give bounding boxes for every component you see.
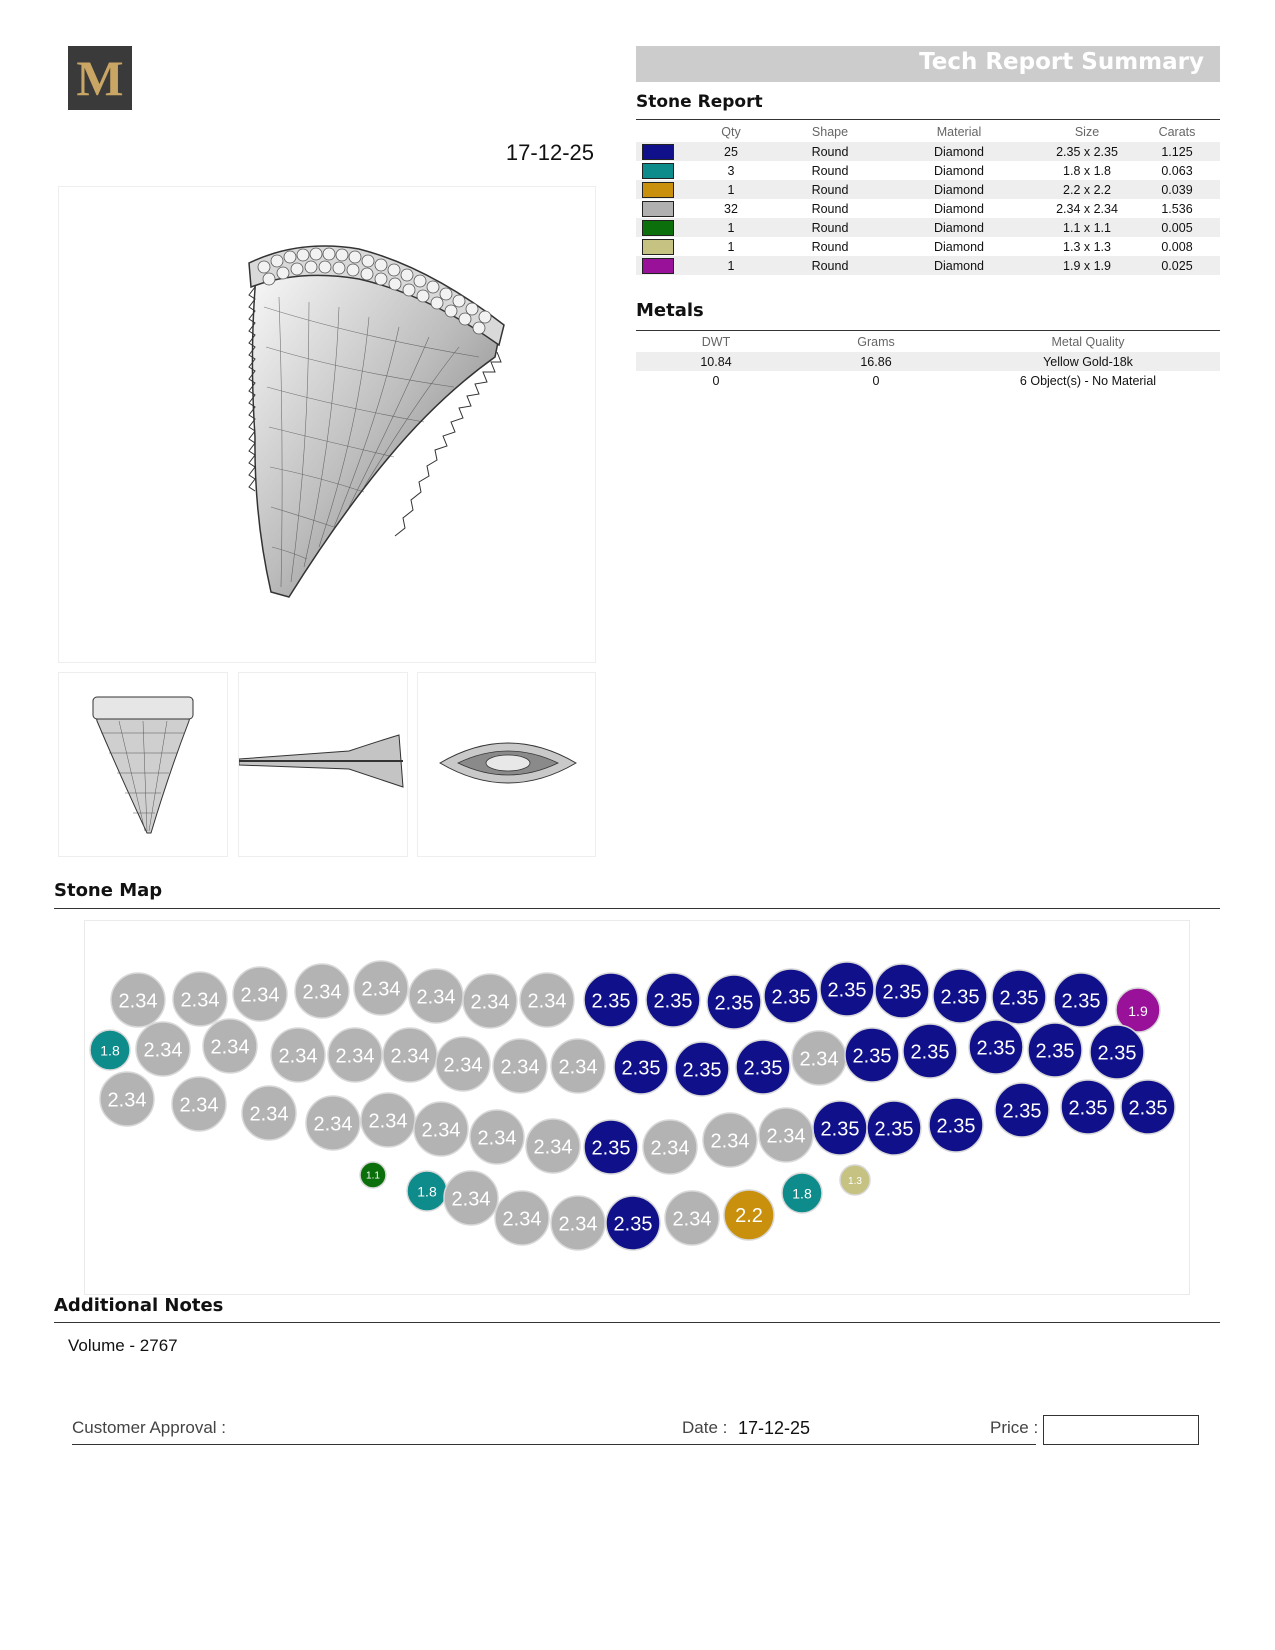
stone-marker[interactable] <box>665 1191 719 1245</box>
stone-qty: 1 <box>680 218 782 237</box>
stone-size-label: 2.34 <box>390 1045 430 1068</box>
stone-size-label: 2.34 <box>710 1130 750 1153</box>
customer-approval-label: Customer Approval : <box>72 1418 227 1437</box>
col-dwt: DWT <box>701 335 731 349</box>
stone-size-label: 2.34 <box>313 1113 353 1136</box>
volume-note: Volume - 2767 <box>68 1336 178 1355</box>
metal-dwt: 0 <box>712 373 720 388</box>
col-grams: Grams <box>857 335 895 349</box>
stone-marker[interactable] <box>1090 1025 1144 1079</box>
stone-size: 1.3 x 1.3 <box>1063 239 1111 254</box>
metal-dwt: 10.84 <box>636 352 796 371</box>
stone-size-label: 2.34 <box>533 1136 573 1159</box>
stone-marker[interactable] <box>495 1191 549 1245</box>
stone-size-label: 2.35 <box>591 1137 631 1160</box>
stone-qty: 25 <box>680 142 782 161</box>
col-shape: Shape <box>811 125 849 139</box>
stone-marker[interactable] <box>584 1120 638 1174</box>
stone-material: Diamond <box>878 256 1040 275</box>
date-value[interactable]: 17-12-25 <box>738 1418 811 1438</box>
header-date: 17-12-25 <box>505 140 594 165</box>
stone-shape: Round <box>811 163 849 178</box>
stone-size-label: 1.1 <box>366 1170 380 1182</box>
stone-marker[interactable] <box>203 1019 257 1073</box>
stone-size-label: 2.35 <box>827 979 867 1002</box>
stone-size: 1.9 x 1.9 <box>1040 256 1134 275</box>
stone-size-label: 2.34 <box>179 1094 219 1117</box>
stone-size-label: 2.35 <box>874 1118 914 1141</box>
stone-size-label: 2.35 <box>621 1057 661 1080</box>
stone-size-label: 2.35 <box>714 992 754 1015</box>
stone-marker[interactable] <box>782 1173 822 1213</box>
stone-size-label: 2.35 <box>613 1213 653 1236</box>
stone-marker[interactable] <box>614 1040 668 1094</box>
stone-marker[interactable] <box>1061 1080 1115 1134</box>
stone-marker[interactable] <box>646 973 700 1027</box>
stone-size-label: 1.8 <box>100 1042 120 1059</box>
stone-shape: Round <box>811 239 849 254</box>
stone-marker[interactable] <box>306 1096 360 1150</box>
stone-size-label: 2.34 <box>278 1045 318 1068</box>
stone-size-label: 2.34 <box>249 1103 289 1126</box>
stone-marker[interactable] <box>1028 1023 1082 1077</box>
stone-marker[interactable] <box>929 1098 983 1152</box>
stone-size-label: 2.34 <box>527 990 567 1013</box>
stone-size-label: 2.35 <box>999 987 1039 1010</box>
stone-size: 1.8 x 1.8 <box>1063 163 1111 178</box>
stone-size-label: 2.35 <box>1035 1040 1075 1063</box>
stone-marker[interactable] <box>992 970 1046 1024</box>
stone-size-label: 2.34 <box>118 990 158 1013</box>
stone-material: Diamond <box>933 163 985 178</box>
stone-marker[interactable] <box>584 973 638 1027</box>
stone-marker[interactable] <box>845 1028 899 1082</box>
stone-marker[interactable] <box>820 962 874 1016</box>
stone-qty: 3 <box>727 163 735 178</box>
stone-size-label: 1.8 <box>792 1185 812 1202</box>
stone-size-label: 2.34 <box>477 1127 517 1150</box>
col-carats: Carats <box>1158 125 1196 139</box>
stone-size-label: 2.34 <box>143 1039 183 1062</box>
stone-marker[interactable] <box>295 964 349 1018</box>
stone-qty: 1 <box>727 239 735 254</box>
stone-material: Diamond <box>933 201 985 216</box>
stone-marker[interactable] <box>792 1031 846 1085</box>
stone-size-label: 2.34 <box>443 1054 483 1077</box>
stone-carats: 0.039 <box>1134 180 1220 199</box>
stone-size-label: 2.34 <box>210 1036 250 1059</box>
stone-size-label: 2.35 <box>771 986 811 1009</box>
stone-size-label: 2.34 <box>558 1213 598 1236</box>
stone-size-label: 2.34 <box>502 1208 542 1231</box>
stone-size-label: 2.34 <box>421 1119 461 1142</box>
stone-size-label: 2.35 <box>940 986 980 1009</box>
stone-size-label: 2.35 <box>976 1037 1016 1060</box>
col-material: Material <box>936 125 982 139</box>
metal-quality: 6 Object(s) - No Material <box>1019 373 1157 388</box>
stone-size-label: 2.34 <box>650 1137 690 1160</box>
stone-marker[interactable] <box>493 1039 547 1093</box>
stone-marker[interactable] <box>675 1042 729 1096</box>
stone-carats: 0.063 <box>1161 163 1193 178</box>
stone-marker[interactable] <box>551 1196 605 1250</box>
stone-size-label: 2.34 <box>361 978 401 1001</box>
col-size: Size <box>1074 125 1100 139</box>
stone-size-label: 2.34 <box>470 991 510 1014</box>
stone-size: 2.35 x 2.35 <box>1040 142 1134 161</box>
stone-marker[interactable] <box>463 974 517 1028</box>
stone-marker[interactable] <box>933 969 987 1023</box>
stone-marker[interactable] <box>111 973 165 1027</box>
stone-size-label: 2.34 <box>558 1056 598 1079</box>
stone-shape: Round <box>782 256 878 275</box>
metals-title: Metals <box>636 300 704 321</box>
stone-shape: Round <box>782 142 878 161</box>
stone-map-title: Stone Map <box>54 880 163 901</box>
stone-size-label: 2.34 <box>766 1125 806 1148</box>
stone-size-label: 2.35 <box>682 1059 722 1082</box>
stone-size-label: 2.34 <box>107 1089 147 1112</box>
stone-size-label: 2.35 <box>882 981 922 1004</box>
metal-quality: Yellow Gold-18k <box>956 352 1220 371</box>
price-label: Price : <box>990 1418 1039 1437</box>
stone-marker[interactable] <box>867 1101 921 1155</box>
stone-marker[interactable] <box>242 1086 296 1140</box>
stone-marker[interactable] <box>383 1028 437 1082</box>
stone-size-label: 2.34 <box>672 1208 712 1231</box>
stone-size-label: 2.35 <box>653 990 693 1013</box>
stone-marker[interactable] <box>840 1165 870 1195</box>
stone-marker[interactable] <box>407 1171 447 1211</box>
stone-size-label: 2.34 <box>302 981 342 1004</box>
stone-marker[interactable] <box>995 1083 1049 1137</box>
stone-size-label: 2.35 <box>1002 1100 1042 1123</box>
stone-marker[interactable] <box>703 1113 757 1167</box>
stone-marker[interactable] <box>233 967 287 1021</box>
approval-signature-line[interactable] <box>72 1444 1036 1445</box>
stone-qty: 1 <box>680 180 782 199</box>
notes-title: Additional Notes <box>54 1295 224 1316</box>
stone-size-label: 2.34 <box>240 984 280 1007</box>
stone-size-label: 2.35 <box>852 1045 892 1068</box>
stone-size-label: 2.34 <box>368 1110 408 1133</box>
metal-grams: 16.86 <box>796 352 956 371</box>
stone-marker[interactable] <box>271 1028 325 1082</box>
col-metal-quality: Metal Quality <box>1051 335 1125 349</box>
stone-size-label: 2.34 <box>799 1048 839 1071</box>
stone-size-label: 2.35 <box>1061 990 1101 1013</box>
stone-size-label: 2.34 <box>180 989 220 1012</box>
stone-marker[interactable] <box>470 1110 524 1164</box>
stone-marker[interactable] <box>136 1022 190 1076</box>
stone-marker[interactable] <box>361 1093 415 1147</box>
stone-material: Diamond <box>878 180 1040 199</box>
stone-shape: Round <box>811 201 849 216</box>
stone-shape: Round <box>782 218 878 237</box>
stone-marker[interactable] <box>100 1072 154 1126</box>
stone-marker[interactable] <box>875 964 929 1018</box>
stone-marker[interactable] <box>414 1102 468 1156</box>
stone-marker[interactable] <box>736 1040 790 1094</box>
stone-size: 1.1 x 1.1 <box>1040 218 1134 237</box>
stone-marker[interactable] <box>444 1171 498 1225</box>
stone-marker[interactable] <box>707 975 761 1029</box>
stone-carats: 1.125 <box>1134 142 1220 161</box>
stone-size-label: 2.35 <box>1068 1097 1108 1120</box>
stone-marker[interactable] <box>1054 973 1108 1027</box>
stone-size-label: 2.34 <box>335 1045 375 1068</box>
stone-qty: 1 <box>680 256 782 275</box>
stone-carats: 0.025 <box>1134 256 1220 275</box>
stone-marker[interactable] <box>1121 1080 1175 1134</box>
stone-size-label: 2.35 <box>743 1057 783 1080</box>
stone-size-label: 2.34 <box>500 1056 540 1079</box>
stone-marker[interactable] <box>436 1037 490 1091</box>
stone-marker[interactable] <box>903 1024 957 1078</box>
stone-size-label: 2.35 <box>1128 1097 1168 1120</box>
stone-size-label: 2.35 <box>1097 1042 1137 1065</box>
stone-size-label: 2.35 <box>936 1115 976 1138</box>
stone-qty: 32 <box>724 201 738 216</box>
stone-marker[interactable] <box>724 1190 774 1240</box>
stone-marker[interactable] <box>354 961 408 1015</box>
stone-material: Diamond <box>878 142 1040 161</box>
stone-material: Diamond <box>933 239 985 254</box>
stone-marker[interactable] <box>606 1196 660 1250</box>
notes-rule <box>54 1322 1220 1323</box>
stone-size: 2.34 x 2.34 <box>1056 201 1118 216</box>
stone-size-label: 2.35 <box>820 1118 860 1141</box>
stone-material: Diamond <box>878 218 1040 237</box>
stone-size-label: 2.34 <box>451 1188 491 1211</box>
logo-letter: M <box>76 50 124 106</box>
report-title: Tech Report Summary <box>919 49 1204 75</box>
metal-grams: 0 <box>872 373 880 388</box>
stone-marker[interactable] <box>172 1077 226 1131</box>
stone-marker[interactable] <box>643 1120 697 1174</box>
stone-size: 2.2 x 2.2 <box>1040 180 1134 199</box>
stone-marker[interactable] <box>173 972 227 1026</box>
stone-report-title: Stone Report <box>636 92 763 112</box>
stone-size-label: 1.3 <box>848 1176 862 1188</box>
stone-size-label: 1.9 <box>1128 1003 1148 1020</box>
stone-carats: 0.005 <box>1134 218 1220 237</box>
stone-marker[interactable] <box>360 1162 386 1188</box>
stone-marker[interactable] <box>526 1119 580 1173</box>
stone-marker[interactable] <box>328 1028 382 1082</box>
stone-marker[interactable] <box>813 1101 867 1155</box>
stone-marker[interactable] <box>551 1039 605 1093</box>
col-qty: Qty <box>721 125 741 139</box>
stone-size-label: 2.2 <box>735 1205 763 1227</box>
stone-marker[interactable] <box>520 973 574 1027</box>
stone-carats: 0.008 <box>1161 239 1193 254</box>
stone-marker[interactable] <box>759 1108 813 1162</box>
stone-marker[interactable] <box>409 969 463 1023</box>
stone-size-label: 1.8 <box>417 1183 437 1200</box>
stone-size-label: 2.35 <box>910 1041 950 1064</box>
stone-marker[interactable] <box>969 1020 1023 1074</box>
date-label: Date : <box>682 1418 728 1437</box>
stone-carats: 1.536 <box>1161 201 1193 216</box>
stone-shape: Round <box>782 180 878 199</box>
stone-marker[interactable] <box>764 969 818 1023</box>
stone-marker[interactable] <box>90 1030 130 1070</box>
stone-size-label: 2.35 <box>591 990 631 1013</box>
price-input[interactable] <box>1043 1415 1199 1445</box>
stone-size-label: 2.34 <box>416 986 456 1009</box>
